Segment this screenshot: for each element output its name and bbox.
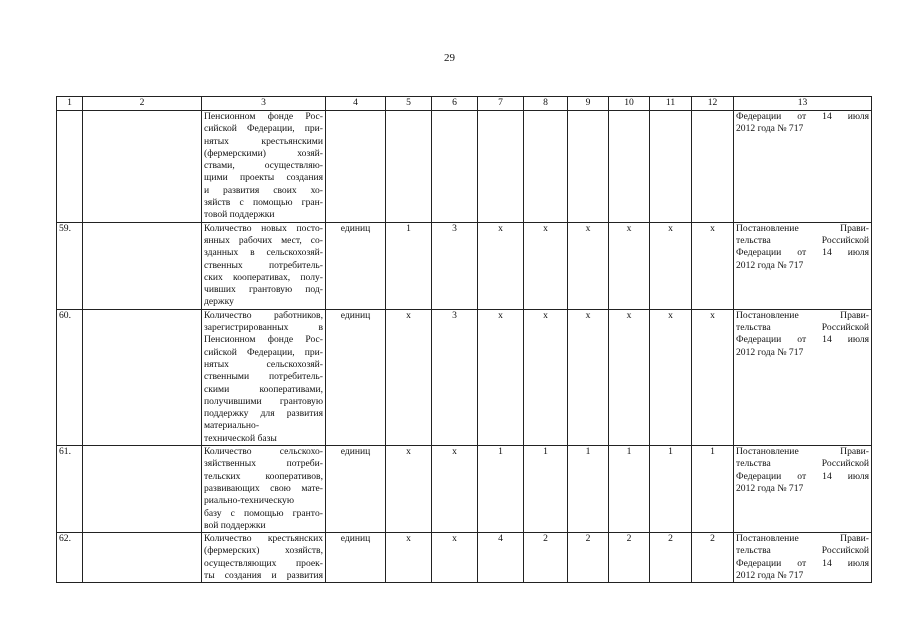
legal-basis-line: 2012 года № 717 [736,569,804,581]
column-header: 2 [83,97,202,111]
indicator-name-line: (фермерских) хозяйств, [204,545,323,557]
indicator-name-line: Количество новых посто- [204,222,323,234]
value-cell: x [478,222,524,309]
unit-cell: единиц [326,446,386,533]
indicator-name-line: Количество работников, [204,309,323,321]
indicator-name-line: нятых сельскохозяй- [204,358,323,370]
table-row [57,222,872,309]
value-cell: x [692,309,734,445]
indicators-table [56,96,872,583]
indicator-name-line: зарегистрированных в [204,322,323,334]
value-cell: 1 [386,222,432,309]
value-cell: x [386,446,432,533]
legal-basis-cell [734,533,872,583]
value-cell: 1 [609,446,650,533]
value-cell: x [609,222,650,309]
value-cell: x [650,309,692,445]
indicator-name-line: поддержку для развития [204,408,323,420]
legal-basis-cell [734,222,872,309]
indicator-name-line: ственными потребитель- [204,371,323,383]
empty-cell [83,111,202,223]
legal-basis-line: тельства Российской [736,322,869,334]
legal-basis-line: 2012 года № 717 [736,259,804,271]
value-cell [692,111,734,223]
indicator-name-cell [202,446,326,533]
unit-cell: единиц [326,309,386,445]
value-cell: 4 [478,533,524,583]
legal-basis-cell [734,111,872,223]
value-cell: x [524,309,568,445]
legal-basis-cell [734,309,872,445]
value-cell: 3 [432,309,478,445]
value-cell [478,111,524,223]
indicator-name-cell [202,533,326,583]
indicator-name-line: нятых крестьянскими [204,135,323,147]
row-number-cell: 61. [57,446,83,533]
column-header: 1 [57,97,83,111]
indicator-name-line: осуществляющих проек- [204,557,323,569]
value-cell [568,111,609,223]
value-cell: 2 [650,533,692,583]
legal-basis-line: 2012 года № 717 [736,123,804,135]
value-cell [609,111,650,223]
indicator-name-line: тельских кооперативов, [204,470,323,482]
row-number-cell [57,111,83,223]
value-cell [386,111,432,223]
page-number: 29 [444,52,455,64]
header-row [57,97,872,111]
legal-basis-line: Постановление Прави- [736,309,869,321]
legal-basis-line: тельства Российской [736,458,869,470]
empty-cell [83,222,202,309]
legal-basis-line: Федерации от 14 июля [736,247,869,259]
value-cell: x [386,533,432,583]
value-cell: 2 [609,533,650,583]
indicator-name-line: и развития своих хо- [204,184,323,196]
legal-basis-line: Постановление Прави- [736,222,869,234]
value-cell: x [692,222,734,309]
legal-basis-line: Постановление Прави- [736,446,869,458]
indicator-name-line: ты создания и развития [204,569,323,581]
indicator-name-line: янных рабочих мест, со- [204,234,323,246]
value-cell: 1 [478,446,524,533]
column-header: 10 [609,97,650,111]
row-number-cell: 60. [57,309,83,445]
indicator-name-line: ских кооперативах, полу- [204,271,323,283]
indicator-name-line: товой поддержки [204,209,275,221]
value-cell: x [568,222,609,309]
column-header: 3 [202,97,326,111]
legal-basis-line: тельства Российской [736,545,869,557]
indicator-name-line: Количество крестьянских [204,533,323,545]
indicator-name-line: зданных в сельскохозяй- [204,247,323,259]
indicator-name-cell [202,222,326,309]
value-cell: 3 [432,222,478,309]
value-cell: x [609,309,650,445]
column-header: 13 [734,97,872,111]
column-header: 7 [478,97,524,111]
indicator-name-line: Количество сельскохо- [204,446,323,458]
value-cell: 1 [692,446,734,533]
empty-cell [83,309,202,445]
value-cell [650,111,692,223]
indicator-name-line: риально-техническую [204,495,295,507]
indicator-name-line: ствами, осуществляю- [204,160,323,172]
value-cell: 1 [650,446,692,533]
indicator-name-line: зяйственных потреби- [204,458,323,470]
indicator-name-line: базу с помощью грантo- [204,507,323,519]
unit-cell [326,111,386,223]
value-cell: x [432,533,478,583]
indicator-name-line: Пенсионном фонде Рос- [204,334,323,346]
indicator-name-line: чивших грантовую под- [204,284,323,296]
column-header: 9 [568,97,609,111]
table-row [57,533,872,583]
legal-basis-line: 2012 года № 717 [736,346,804,358]
value-cell: x [478,309,524,445]
value-cell: x [386,309,432,445]
column-header: 11 [650,97,692,111]
indicator-name-line: щими проекты создания [204,172,323,184]
legal-basis-line: Федерации от 14 июля [736,334,869,346]
value-cell: x [524,222,568,309]
row-number-cell: 59. [57,222,83,309]
indicator-name-line: (фермерскими) хозяй- [204,147,323,159]
table-row [57,309,872,445]
row-number-cell: 62. [57,533,83,583]
indicator-name-cell [202,309,326,445]
value-cell: 1 [568,446,609,533]
indicator-name-line: технической базы [204,432,277,444]
indicator-name-line: Пенсионном фонде Рос- [204,111,323,122]
value-cell: 2 [524,533,568,583]
legal-basis-line: Федерации от 14 июля [736,111,869,122]
indicator-name-line: скими кооперативами, [204,383,323,395]
unit-cell: единиц [326,533,386,583]
legal-basis-line: тельства Российской [736,234,869,246]
indicator-name-line: развивающих свою мате- [204,482,323,494]
column-header: 12 [692,97,734,111]
empty-cell [83,533,202,583]
indicator-name-line: ственных потребитель- [204,259,323,271]
table-row [57,111,872,223]
column-header: 4 [326,97,386,111]
value-cell: 1 [524,446,568,533]
unit-cell: единиц [326,222,386,309]
table-row [57,446,872,533]
legal-basis-line: Федерации от 14 июля [736,557,869,569]
indicator-name-line: получившими грантовую [204,395,323,407]
column-header: 8 [524,97,568,111]
indicator-name-line: материально- [204,420,260,432]
value-cell [432,111,478,223]
value-cell: x [568,309,609,445]
value-cell: 2 [568,533,609,583]
legal-basis-line: Постановление Прави- [736,533,869,545]
indicator-name-line: сийской Федерации, при- [204,346,323,358]
value-cell: x [432,446,478,533]
indicator-name-line: зяйств с помощью гран- [204,197,323,209]
legal-basis-line: 2012 года № 717 [736,482,804,494]
empty-cell [83,446,202,533]
indicator-name-line: вой поддержки [204,519,266,531]
indicator-name-line: держку [204,296,234,308]
indicator-name-line: сийской Федерации, при- [204,123,323,135]
legal-basis-cell [734,446,872,533]
value-cell [524,111,568,223]
legal-basis-line: Федерации от 14 июля [736,470,869,482]
value-cell: 2 [692,533,734,583]
indicator-name-cell [202,111,326,223]
column-header: 5 [386,97,432,111]
column-header: 6 [432,97,478,111]
value-cell: x [650,222,692,309]
